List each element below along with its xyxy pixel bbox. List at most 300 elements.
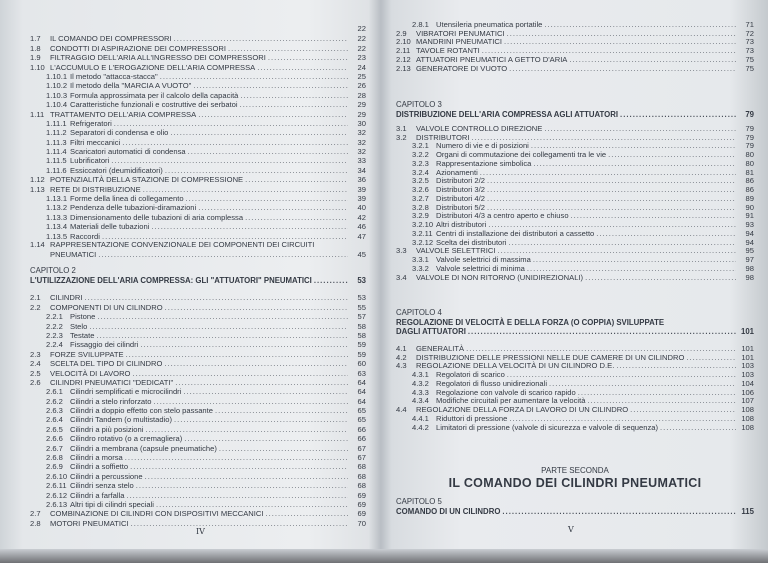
entry-number: 2.1 [30, 293, 41, 303]
toc-row[interactable] [396, 273, 754, 282]
part-title: IL COMANDO DEI CILINDRI PNEUMATICI [448, 476, 702, 490]
toc-row[interactable] [30, 453, 366, 462]
chapter-title-row[interactable] [396, 327, 754, 336]
toc-block-chapter2-cont [396, 20, 754, 73]
chapter-3-heading [396, 100, 754, 119]
entry-number: 2.6.4 [46, 415, 63, 425]
toc-row[interactable] [396, 64, 754, 73]
entry-title: Regolazione con valvole di scarico rapido [436, 387, 576, 397]
entry-title: Forme della linea di collegamento [70, 194, 184, 204]
dot-leader [145, 472, 348, 481]
page-number: 29 [357, 100, 366, 110]
entry-number: 2.10 [396, 37, 411, 47]
chapter-title-row[interactable] [30, 276, 366, 285]
page-number: 36 [357, 175, 366, 185]
page-folio: V [568, 525, 574, 534]
dot-leader [482, 46, 736, 55]
toc-row[interactable] [30, 109, 366, 118]
toc-row[interactable] [30, 81, 366, 90]
entry-title: Organi di commutazione dei collegamenti tra le vie [436, 150, 607, 159]
entry-title: Fissaggio dei cilindri [70, 340, 139, 350]
toc-row[interactable] [30, 302, 366, 311]
page-number: 68 [357, 471, 366, 481]
page-number: 81 [745, 167, 754, 177]
toc-row[interactable] [30, 165, 366, 174]
entry-title: VELOCITÀ DI LAVORO [50, 368, 131, 378]
dot-leader [193, 81, 348, 90]
entry-number: 2.2.2 [46, 321, 63, 331]
page-number: 75 [745, 54, 754, 64]
page-number: 22 [357, 43, 366, 53]
page-number: 79 [745, 132, 754, 142]
toc-row[interactable] [30, 481, 366, 490]
page-number: 103 [741, 361, 754, 371]
dot-leader [245, 213, 348, 222]
entry-title: Cilindri a soffietto [70, 462, 129, 472]
toc-row[interactable] [396, 414, 754, 423]
toc-row[interactable] [30, 128, 366, 137]
entry-number: 1.13.1 [46, 194, 68, 204]
page-number: 45 [357, 249, 366, 259]
toc-row[interactable] [30, 43, 366, 52]
entry-title: MOTORI PNEUMATICI [50, 518, 129, 528]
entry-title: Caratteristiche funzionali e costruttive dei serbatoi [70, 100, 238, 110]
entry-title: Stelo [70, 321, 88, 331]
page-number: 64 [357, 396, 366, 406]
page-number: 79 [745, 141, 754, 151]
toc-row[interactable] [30, 340, 366, 349]
dot-leader [608, 150, 736, 159]
entry-title: Il metodo della "MARCIA A VUOTO" [70, 81, 192, 91]
entry-title: TAVOLE ROTANTI [416, 46, 480, 55]
toc-row[interactable] [30, 378, 366, 387]
dot-leader [198, 203, 348, 212]
page-number: 64 [357, 387, 366, 397]
entry-number: 3.2.4 [412, 167, 429, 177]
entry-number: 1.11.1 [46, 118, 67, 128]
chapter-title-row[interactable] [396, 507, 754, 516]
entry-title: ATTUATORI PNEUMATICI A GETTO D'ARIA [416, 54, 568, 64]
toc-row[interactable] [396, 150, 754, 159]
entry-number: 2.6.3 [46, 406, 63, 416]
entry-title: Distributori 5/2 [436, 202, 485, 212]
toc-row[interactable] [30, 222, 366, 231]
toc-row[interactable] [30, 500, 366, 509]
toc-row[interactable] [30, 212, 366, 221]
toc-block-chapter4 [396, 344, 754, 432]
entry-title: GENERALITÀ [416, 343, 465, 353]
dot-leader [487, 194, 736, 203]
entry-title: Raccordi [70, 231, 100, 241]
toc-row[interactable] [30, 490, 366, 499]
toc-row[interactable] [396, 353, 754, 362]
entry-title: Rappresentazione simbolica [436, 158, 532, 168]
page-number: 95 [745, 246, 754, 256]
entry-title: VIBRATORI PENUMATICI [416, 28, 505, 38]
toc-row[interactable] [396, 29, 754, 38]
entry-number: 1.10.1 [46, 71, 68, 81]
entry-number: 1.11.2 [46, 128, 67, 138]
chapter-2-heading [30, 266, 366, 285]
dot-leader [471, 133, 736, 142]
entry-title: Dimensionamento delle tubazioni di aria complessa [70, 212, 244, 222]
toc-row[interactable] [396, 194, 754, 203]
entry-title: Cilindri a morsa [70, 453, 123, 463]
entry-number: 2.6.11 [46, 481, 67, 491]
entry-number: 2.6.6 [46, 434, 63, 444]
toc-row[interactable] [30, 424, 366, 433]
dot-leader [111, 156, 348, 165]
toc-row[interactable] [30, 203, 366, 212]
page-number: 55 [357, 302, 366, 312]
page-number: 86 [745, 176, 754, 186]
toc-row[interactable] [30, 509, 366, 518]
chapter-label: CAPITOLO 3 [396, 100, 442, 109]
toc-row[interactable] [396, 133, 754, 142]
toc-row[interactable] [30, 387, 366, 396]
toc-row[interactable] [30, 72, 366, 81]
dot-leader [544, 20, 736, 29]
entry-number: 2.6.2 [46, 396, 63, 406]
dot-leader [686, 353, 736, 362]
chapter-label: CAPITOLO 2 [30, 266, 76, 275]
toc-row[interactable] [30, 100, 366, 109]
entry-number: 1.10.3 [46, 90, 68, 100]
entry-title: REGOLAZIONE DELLA FORZA DI LAVORO DI UN CILINDRO [416, 405, 629, 414]
stray-page-number-row [30, 24, 366, 33]
entry-title: TRATTAMENTO DELL'ARIA COMPRESSA [50, 109, 197, 119]
entry-title: Utensileria pneumatica portatile [436, 19, 543, 29]
entry-title-cont: PNEUMATICI [50, 249, 97, 259]
page-number: 60 [357, 359, 366, 369]
dot-leader [585, 273, 736, 282]
page-folio: IV [196, 527, 205, 536]
toc-row[interactable] [396, 212, 754, 221]
entry-number: 3.2.10 [412, 220, 434, 229]
toc-row[interactable] [396, 423, 754, 432]
toc-row[interactable] [30, 406, 366, 415]
entry-title: COMPONENTI DI UN CILINDRO [50, 302, 163, 312]
dot-leader [96, 331, 348, 340]
page-number: 101 [741, 343, 754, 353]
entry-number: 2.2.3 [46, 330, 63, 340]
entry-number: 1.11.6 [46, 165, 67, 175]
toc-row[interactable] [396, 142, 754, 151]
page-number: 26 [357, 81, 366, 91]
entry-title: Valvole selettrici di minima [436, 263, 525, 273]
toc-row[interactable] [30, 415, 366, 424]
toc-row [30, 24, 366, 33]
entry-title: CILINDRI PNEUMATICI "DEDICATI" [50, 377, 174, 387]
dot-leader [165, 303, 348, 312]
entry-number: 3.2.6 [412, 185, 429, 194]
toc-row[interactable] [30, 321, 366, 330]
toc-row[interactable] [396, 38, 754, 47]
entry-title: Altri tipi di cilindri speciali [70, 499, 154, 509]
entry-number: 1.12 [30, 175, 45, 185]
entry-title: Distributori 4/2 [436, 193, 485, 203]
page-number: 79 [745, 109, 754, 119]
dot-leader [268, 53, 348, 62]
toc-row[interactable] [396, 177, 754, 186]
page-number: 108 [741, 405, 754, 414]
entry-number: 2.6.8 [46, 453, 63, 463]
page-number: 24 [357, 62, 366, 72]
page-number: 58 [357, 330, 366, 340]
entry-title: Distributori 2/2 [436, 176, 485, 186]
entry-number: 3.3.1 [412, 255, 429, 264]
page-number: 68 [357, 481, 366, 491]
toc-row[interactable] [30, 119, 366, 128]
dot-leader [132, 369, 348, 378]
page-number: 46 [357, 222, 366, 232]
toc-row[interactable] [30, 184, 366, 193]
toc-row[interactable] [30, 175, 366, 184]
page-number: 23 [357, 53, 366, 63]
entry-number: 4.3.3 [412, 387, 429, 397]
entry-number: 2.6 [30, 377, 41, 387]
toc-block-chapter2 [30, 293, 366, 528]
page-number: 73 [745, 46, 754, 55]
dot-leader [480, 168, 736, 177]
entry-title: Refrigeratori [70, 118, 112, 128]
toc-row [30, 249, 366, 258]
page-number: 108 [741, 413, 754, 423]
dot-leader [174, 415, 348, 424]
page-number: 65 [357, 406, 366, 416]
toc-row[interactable] [30, 293, 366, 302]
toc-row[interactable] [396, 388, 754, 397]
entry-number: 2.6.5 [46, 424, 63, 434]
entry-title: Riduttori di pressione [436, 413, 508, 423]
entry-number: 3.3 [396, 246, 407, 256]
entry-number: 2.6.9 [46, 462, 63, 472]
toc-row[interactable] [30, 90, 366, 99]
dot-leader [126, 350, 348, 359]
dot-leader [164, 359, 348, 368]
page-number: 107 [741, 396, 754, 406]
entry-title: Cilindri a stelo rinforzato [70, 396, 152, 406]
toc-row[interactable] [30, 331, 366, 340]
toc-row[interactable] [396, 255, 754, 264]
dot-leader [466, 344, 736, 353]
entry-number: 1.7 [30, 34, 41, 44]
entry-number: 3.2.11 [412, 228, 433, 238]
entry-number: 3.4 [396, 272, 407, 282]
entry-title: Pendenza delle tubazioni-diramazioni [70, 203, 197, 213]
entry-title: COMBINAZIONE DI CILINDRI CON DISPOSITIVI MECCANICI [50, 509, 264, 519]
page-number: 29 [357, 109, 366, 119]
toc-row[interactable] [396, 264, 754, 273]
entry-number: 1.10.2 [46, 81, 68, 91]
dot-leader [257, 63, 348, 72]
chapter-title: DISTRIBUZIONE DELL'ARIA COMPRESSA AGLI ATTUATORI [396, 109, 619, 119]
toc-row[interactable] [396, 397, 754, 406]
page-number: 73 [745, 37, 754, 47]
entry-number: 2.8.1 [412, 19, 429, 29]
page-number: 57 [357, 312, 366, 322]
entry-title: FORZE SVILUPPATE [50, 349, 124, 359]
part-label: PARTE SECONDA [541, 466, 609, 475]
toc-row[interactable] [396, 20, 754, 29]
toc-row[interactable] [30, 137, 366, 146]
entry-title: Distributori 4/3 a centro aperto e chiuso [436, 211, 569, 221]
page-number: 68 [357, 462, 366, 472]
entry-title: Formula approssimata per il calcolo della capacità [70, 90, 239, 100]
entry-number: 1.11.3 [46, 137, 67, 147]
page-number: 108 [741, 422, 754, 432]
entry-number: 2.11 [396, 46, 411, 55]
dot-leader [630, 405, 736, 414]
entry-title: Cilindri Tandem (o multistadio) [70, 415, 172, 425]
entry-number: 1.11.5 [46, 156, 67, 166]
dot-leader [587, 396, 736, 405]
dot-leader [198, 110, 348, 119]
page-number: 28 [357, 90, 366, 100]
entry-number: 3.2.3 [412, 158, 429, 168]
entry-number: 3.2 [396, 132, 407, 142]
chapter-title-row[interactable] [396, 110, 754, 119]
dot-leader [85, 293, 349, 302]
toc-row[interactable] [30, 194, 366, 203]
toc-row[interactable] [30, 34, 366, 43]
toc-row[interactable] [30, 53, 366, 62]
entry-number: 3.2.9 [412, 211, 429, 221]
toc-row[interactable] [396, 55, 754, 64]
page-number: 22 [357, 34, 366, 44]
page-number: 103 [741, 370, 754, 379]
entry-number: 2.8 [30, 518, 41, 528]
entry-title: Scelta dei distributori [436, 237, 507, 247]
dot-leader [170, 128, 348, 137]
entry-number: 3.2.5 [412, 176, 429, 186]
page-number: 72 [745, 28, 754, 38]
toc-row[interactable] [396, 185, 754, 194]
toc-row[interactable] [396, 159, 754, 168]
toc-row[interactable] [396, 46, 754, 55]
toc-row[interactable] [30, 349, 366, 358]
toc-row[interactable] [396, 247, 754, 256]
dot-leader [507, 370, 736, 379]
toc-row[interactable] [30, 443, 366, 452]
toc-row[interactable] [396, 220, 754, 229]
entry-title: DISTRIBUTORI [416, 132, 470, 142]
entry-number: 2.2 [30, 302, 41, 312]
dot-leader [184, 434, 348, 443]
entry-title: IL COMANDO DEI COMPRESSORI [50, 34, 172, 44]
entry-title: RAPPRESENTAZIONE CONVENZIONALE DEI COMPONENTI DEI CIRCUITI [50, 240, 315, 250]
toc-row[interactable] [30, 62, 366, 71]
toc-block-chapter1 [30, 34, 366, 241]
entry-number: 2.7 [30, 509, 41, 519]
page-number: 66 [357, 424, 366, 434]
entry-number: 1.8 [30, 43, 41, 53]
toc-row[interactable] [30, 368, 366, 377]
toc-row[interactable] [30, 147, 366, 156]
page-number: 97 [745, 255, 754, 264]
dot-leader [497, 246, 736, 255]
toc-row[interactable] [396, 344, 754, 353]
entry-title: CILINDRI [50, 293, 83, 303]
dot-leader [660, 423, 736, 432]
dot-leader [531, 141, 736, 150]
entry-number: 2.6.7 [46, 443, 63, 453]
entry-title: Lubrificatori [70, 156, 110, 166]
entry-number: 1.13 [30, 184, 45, 194]
chapter-title: REGOLAZIONE DI VELOCITÀ E DELLA FORZA (O COPPIA) SVILUPPATE [396, 317, 665, 327]
dot-leader [544, 124, 736, 133]
entry-title: Regolatori di flusso unidirezionali [436, 378, 548, 388]
chapter-4-heading [396, 308, 754, 336]
dot-leader [487, 185, 736, 194]
entry-title: Distributori 3/2 [436, 185, 485, 194]
toc-row[interactable] [396, 229, 754, 238]
toc-row[interactable] [30, 359, 366, 368]
page-number: 39 [357, 184, 366, 194]
dot-leader [228, 44, 348, 53]
entry-title: CONDOTTI DI ASPIRAZIONE DEI COMPRESSORI [50, 43, 226, 53]
toc-row[interactable] [396, 370, 754, 379]
toc-row[interactable] [30, 312, 366, 321]
page-number: 64 [357, 377, 366, 387]
toc-row[interactable] [396, 203, 754, 212]
entry-title: Altri distributori [436, 220, 487, 229]
dot-leader [487, 176, 736, 185]
toc-row[interactable] [30, 396, 366, 405]
toc-row[interactable] [30, 434, 366, 443]
entry-number: 4.2 [396, 352, 407, 362]
chapter-title-row[interactable] [396, 318, 754, 327]
entry-title: Essiccatori (deumidificatori) [70, 165, 163, 175]
page-number: 69 [357, 509, 366, 519]
dot-leader [183, 387, 348, 396]
entry-title: FILTRAGGIO DELL'ARIA ALL'INGRESSO DEI COMPRESSORI [50, 53, 266, 63]
entry-title: Testate [70, 330, 95, 340]
dot-leader [125, 453, 348, 462]
page-number: 40 [357, 203, 366, 213]
page-number: 106 [741, 387, 754, 397]
dot-leader [153, 397, 348, 406]
toc-row[interactable] [396, 405, 754, 414]
entry-number: 4.3.4 [412, 396, 429, 406]
toc-row[interactable] [396, 238, 754, 247]
page-number: 32 [357, 128, 366, 138]
dot-leader [97, 312, 348, 321]
toc-row[interactable] [396, 168, 754, 177]
page-number: 25 [357, 71, 366, 81]
entry-number: 3.2.1 [412, 141, 429, 151]
toc-row[interactable] [396, 124, 754, 133]
page-number: 94 [745, 237, 754, 247]
entry-title: Cilindri a più posizioni [70, 424, 144, 434]
toc-row[interactable] [30, 471, 366, 480]
chapter-title: COMANDO DI UN CILINDRO [396, 506, 501, 516]
dot-leader [215, 406, 348, 415]
toc-row[interactable] [30, 156, 366, 165]
entry-number: 3.1 [396, 123, 407, 133]
entry-title: RETE DI DISTRIBUZIONE [50, 184, 141, 194]
entry-title: GENERATORE DI VUOTO [416, 63, 508, 73]
entry-title: VALVOLE SELETTRICI [416, 246, 496, 256]
toc-row[interactable] [30, 462, 366, 471]
entry-title: Cilindro rotativo (o a cremagliera) [70, 434, 183, 444]
page-number: 91 [745, 211, 754, 221]
toc-row[interactable] [396, 362, 754, 371]
entry-number: 2.6.12 [46, 490, 68, 500]
page-number: 42 [357, 212, 366, 222]
toc-row[interactable] [396, 379, 754, 388]
entry-number: 3.2.7 [412, 193, 429, 203]
